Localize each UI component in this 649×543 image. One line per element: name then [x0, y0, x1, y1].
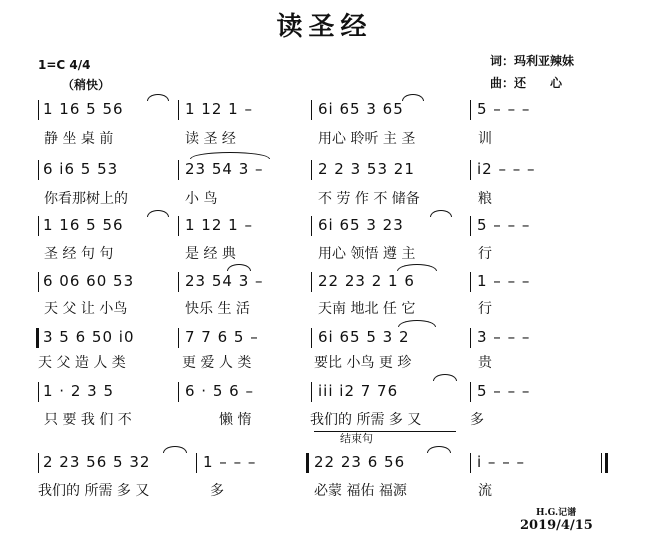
lyric-line: 我们的 所需 多 又: [310, 412, 422, 428]
notes-measure: 1 16 5 56: [43, 216, 124, 234]
barline: [470, 100, 471, 120]
lyric-line: 要比 小鸟 更 珍: [314, 355, 412, 371]
notes-measure: 1 16 5 56: [43, 100, 124, 118]
barline: [311, 100, 312, 120]
barline: [470, 160, 471, 180]
lyric-line: 读 圣 经: [185, 131, 236, 147]
repeat-start-barline: [36, 328, 39, 348]
barline: [470, 328, 471, 348]
barline: [178, 216, 179, 236]
slur-mark: [163, 446, 187, 453]
barline: [311, 272, 312, 292]
lyric-line: 流: [478, 483, 492, 499]
notes-measure: 5 – – –: [477, 382, 531, 400]
lyric-line: 天南 地北 任 它: [318, 301, 416, 317]
slur-mark: [430, 210, 452, 217]
notes-measure: 6 · 5 6 –: [185, 382, 254, 400]
slur-mark: [147, 94, 169, 101]
composer-credit: 曲：还 心: [490, 76, 563, 90]
lyric-line: 多: [210, 483, 224, 499]
notes-measure: 3 5 6 50 i0: [43, 328, 135, 346]
lyric-line: 用心 领悟 遵 主: [318, 246, 416, 262]
notes-measure: 7 7 6 5 –: [185, 328, 259, 346]
notes-measure: 6i 65 3 23: [318, 216, 404, 234]
lyric-line: 静 坐 桌 前: [44, 131, 114, 147]
slur-mark: [227, 264, 251, 271]
slur-mark: [427, 446, 451, 453]
barline: [470, 216, 471, 236]
barline: [38, 216, 39, 236]
barline: [178, 382, 179, 402]
lyric-line: 行: [478, 301, 492, 317]
song-title: 读圣经: [276, 12, 373, 42]
lyric-line: 天 父 让 小鸟: [44, 301, 128, 317]
notes-measure: 3 – – –: [477, 328, 531, 346]
notes-measure: 22 23 2 1 6: [318, 272, 415, 290]
notes-measure: 1 – – –: [477, 272, 531, 290]
slur-mark: [402, 94, 424, 101]
notes-measure: 23 54 3 –: [185, 160, 264, 178]
lyric-line: 天 父 造 人 类: [38, 355, 126, 371]
lyric-line: 行: [478, 246, 492, 262]
barline: [311, 382, 312, 402]
lyric-line: 懒 惰: [219, 412, 252, 428]
barline: [38, 453, 39, 473]
lyric-line: 用心 聆听 主 圣: [318, 131, 416, 147]
slur-mark: [398, 320, 436, 327]
lyric-line: 圣 经 句 句: [44, 246, 114, 262]
lyric-line: 快乐 生 活: [185, 301, 250, 317]
barline: [38, 100, 39, 120]
notes-measure: 1 12 1 –: [185, 100, 253, 118]
barline: [178, 328, 179, 348]
barline: [38, 272, 39, 292]
tempo-mark: （稍快）: [62, 78, 111, 92]
lyric-line: 小 鸟: [185, 191, 218, 207]
notes-measure: 6 i6 5 53: [43, 160, 119, 178]
final-barline-thin: [601, 453, 602, 473]
notes-measure: 5 – – –: [477, 216, 531, 234]
barline: [311, 160, 312, 180]
lyric-line: 训: [478, 131, 492, 147]
notes-measure: 6 06 60 53: [43, 272, 135, 290]
barline: [470, 272, 471, 292]
barline: [178, 160, 179, 180]
notes-measure: 1 12 1 –: [185, 216, 253, 234]
lyric-line: 贵: [478, 355, 492, 371]
slur-mark: [433, 374, 457, 381]
lyric-line: 必蒙 福佑 福源: [314, 483, 407, 499]
notes-measure: 2 2 3 53 21: [318, 160, 415, 178]
lyric-line: 我们的 所需 多 又: [38, 483, 150, 499]
notes-measure: 6i 65 5 3 2: [318, 328, 410, 346]
notes-measure: 6i 65 3 65: [318, 100, 404, 118]
lyric-line: 多: [470, 412, 484, 428]
barline: [470, 382, 471, 402]
notation-credit: H.G.记谱: [536, 508, 577, 518]
slur-mark: [397, 264, 437, 271]
final-barline-thick: [605, 453, 608, 473]
notes-measure: 5 – – –: [477, 100, 531, 118]
notes-measure: i2 – – –: [477, 160, 536, 178]
ending-label: 结束句: [340, 432, 373, 445]
lyric-line: 粮: [478, 191, 492, 207]
slur-mark: [190, 152, 270, 159]
barline: [38, 160, 39, 180]
barline: [178, 272, 179, 292]
lyricist-credit: 词：玛利亚辣妹: [490, 54, 575, 68]
barline: [196, 453, 197, 473]
lyric-line: 更 爱 人 类: [182, 355, 252, 371]
notation-date: 2019/4/15: [520, 518, 593, 533]
barline: [311, 216, 312, 236]
repeat-end-barline: [306, 453, 309, 473]
ending-bracket: [314, 431, 456, 432]
notes-measure: iii i2 7 76: [318, 382, 399, 400]
barline: [470, 453, 471, 473]
notes-measure: i – – –: [477, 453, 525, 471]
notes-measure: 23 54 3 –: [185, 272, 264, 290]
lyric-line: 不 劳 作 不 储备: [318, 191, 420, 207]
notes-measure: 1 – – –: [203, 453, 257, 471]
lyric-line: 是 经 典: [185, 246, 236, 262]
notes-measure: 2 23 56 5 32: [43, 453, 151, 471]
notes-measure: 22 23 6 56: [314, 453, 406, 471]
barline: [38, 382, 39, 402]
notes-measure: 1 · 2 3 5: [43, 382, 115, 400]
lyric-line: 你看那树上的: [44, 191, 128, 207]
key-signature: 1=C 4/4: [38, 58, 91, 72]
lyric-line: 只 要 我 们 不: [44, 412, 132, 428]
barline: [178, 100, 179, 120]
slur-mark: [147, 210, 169, 217]
barline: [311, 328, 312, 348]
